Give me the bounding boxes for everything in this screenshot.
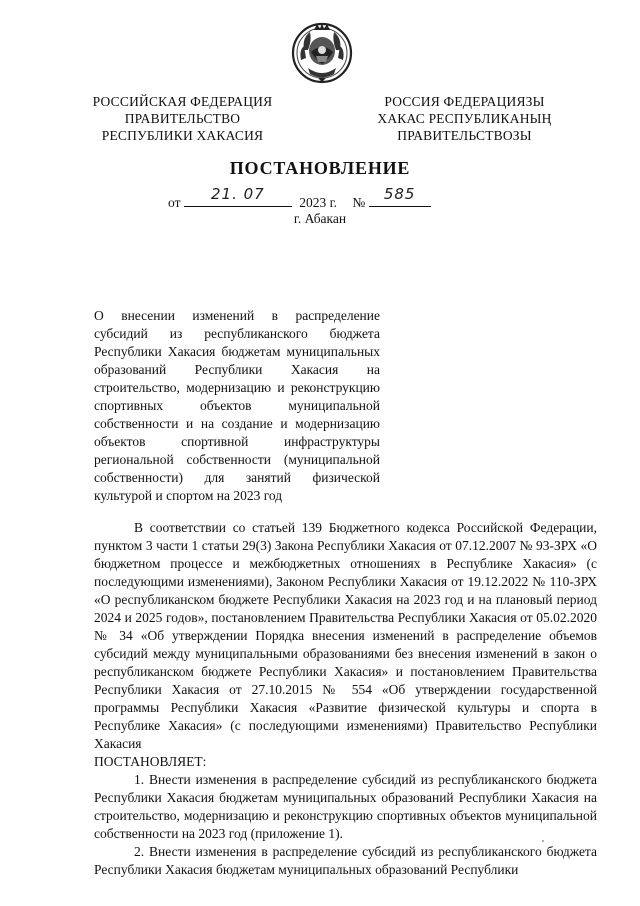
date-number-line	[168, 185, 431, 211]
document-title: ПОСТАНОВЛЕНИЕ	[229, 158, 411, 178]
header-left-line-2: ПРАВИТЕЛЬСТВО	[124, 111, 241, 126]
header-russian	[80, 93, 285, 144]
header-khakas	[362, 93, 567, 144]
city-line: г. Абакан	[293, 211, 347, 226]
number-field	[369, 185, 431, 207]
header-left-line-1: РОССИЙСКАЯ ФЕДЕРАЦИЯ	[92, 94, 273, 109]
date-field	[184, 185, 292, 207]
header-left-line-3: РЕСПУБЛИКИ ХАКАСИЯ	[101, 128, 264, 143]
subject-block: О внесении изменений в распределение субсидий из республиканского бюджета Республики Хакасия бюджетам муниципальных образований Республики Хакасия на строительство, модернизацию и реконструкцию спортивных объектов муниципальной собственности и на создание и модернизацию объектов спортивной инфраструктуры региональной собственности (муниципальной собственности) для занятий физической культурой и спортом на 2023 год	[94, 308, 380, 503]
date-year: 2023 г.	[299, 195, 337, 210]
body-text	[94, 519, 597, 879]
header-right-line-1: РОССИЯ ФЕДЕРАЦИЯЗЫ	[384, 94, 545, 109]
coat-of-arms-emblem	[290, 20, 354, 84]
scan-speck	[542, 840, 544, 842]
header-right-line-3: ПРАВИТЕЛЬСТВОЗЫ	[397, 128, 532, 143]
handwritten-number: 585	[383, 185, 416, 203]
item-2-paragraph: 2. Внести изменения в распределение субсидий из республиканского бюджета Республики Хакасия бюджетам муниципальных образований Республики	[94, 844, 597, 877]
header-right-line-2: ХАКАС РЕСПУБЛИКАНЫҢ	[377, 111, 552, 126]
handwritten-date: 21. 07	[211, 185, 265, 203]
decree-word: ПОСТАНОВЛЯЕТ:	[94, 754, 207, 769]
date-prefix: от	[168, 195, 181, 210]
preamble-paragraph: В соответствии со статьей 139 Бюджетного кодекса Российской Федерации, пунктом 3 части 1 статьи 29(3) Закона Республики Хакасия от 07.12.2007 № 93-ЗРХ «О бюджетном процессе и межбюджетных отношениях в Республике Хакасия» (с последующими изменениями), Законом Республики Хакасия от 19.12.2022 № 110-ЗРХ «О республиканском бюджете Республики Хакасия на 2023 год и на плановый период 2024 и 2025 годов», постановлением Правительства Республики Хакасия от 05.02.2020 № 34 «Об утверждении Порядка внесения изменений в распределение объемов субсидий между муниципальными образованиями без внесения изменений в закон о республиканском бюджете Республики Хакасия» и постановлением Правительства Республики Хакасия от 27.10.2015 № 554 «Об утверждении государственной программы Республики Хакасия «Развитие физической культуры и спорта в Республике Хакасия» (с последующими изменениями) Правительство Республики Хакасия	[94, 520, 597, 751]
number-sign: №	[352, 195, 366, 210]
item-1-paragraph: 1. Внести изменения в распределение субсидий из республиканского бюджета Республики Хакасия бюджетам муниципальных образований Республики Хакасия на строительство, модернизацию и реконструкцию спортивных объектов муниципальной собственности на 2023 год (приложение 1).	[94, 772, 597, 841]
